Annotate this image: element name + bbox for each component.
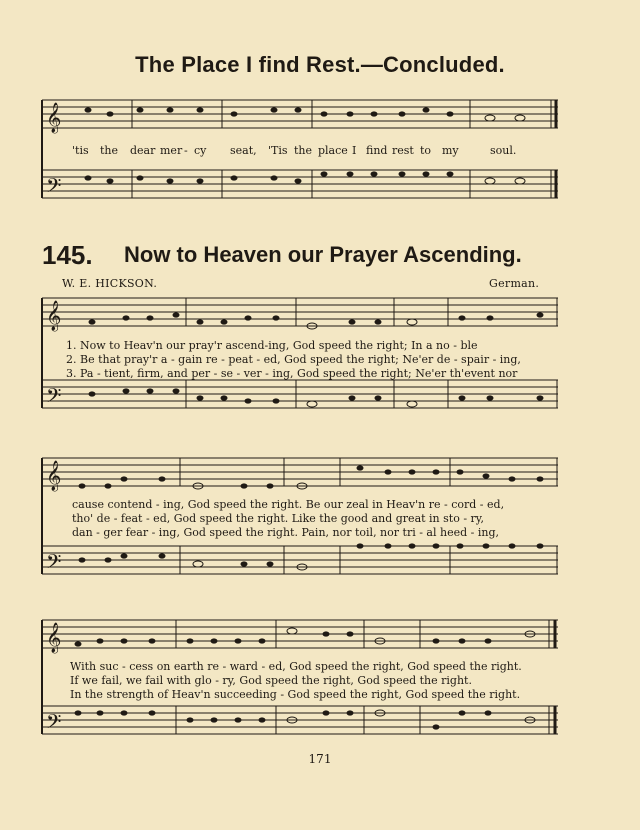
- verse-2-line: If we fail, we fail with glo - ry, God speed the right, God speed the right.: [70, 674, 472, 687]
- lyric-word: to: [420, 144, 432, 157]
- lyric-word: cy: [194, 144, 207, 157]
- treble-clef-icon: 𝄞: [46, 623, 62, 653]
- lyric-word: mer: [160, 144, 183, 157]
- hymn-title: Now to Heaven our Prayer Ascending.: [124, 242, 522, 267]
- verse-3-line: 3. Pa - tient, firm, and per - se - ver - ing, God speed the right; Ne'er th'event nor: [66, 367, 518, 380]
- lyric-word: I: [352, 144, 357, 157]
- tune-credit: German.: [489, 277, 540, 290]
- lyric-word: find: [366, 144, 388, 157]
- treble-clef-icon: 𝄞: [46, 461, 62, 491]
- bass-clef-icon: 𝄢: [46, 710, 62, 738]
- verse-3-line: dan - ger fear - ing, God speed the right. Pain, nor toil, nor tri - al heed - ing,: [72, 526, 499, 539]
- lyric-word: -: [184, 144, 188, 157]
- lyric-word: 'Tis: [268, 144, 288, 157]
- verse-1-line: With suc - cess on earth re - ward - ed, God speed the right, God speed the right.: [70, 660, 522, 673]
- verse-2-line: 2. Be that pray'r a - gain re - peat - ed, God speed the right; Ne'er de - spair - ing,: [66, 353, 521, 366]
- bass-clef-icon: 𝄢: [46, 550, 62, 578]
- lyric-word: my: [442, 144, 459, 157]
- page-number: 171: [308, 752, 332, 766]
- verse-2-line: tho' de - feat - ed, God speed the right. Like the good and great in sto - ry,: [72, 512, 485, 525]
- hymn-number: 145.: [42, 240, 93, 270]
- previous-hymn-title: The Place I find Rest.—Concluded.: [135, 52, 505, 77]
- lyric-word: the: [294, 144, 313, 157]
- treble-clef-icon: 𝄞: [46, 301, 62, 331]
- verse-1-line: 1. Now to Heav'n our pray'r ascend-ing, God speed the right; In a no - ble: [66, 339, 478, 352]
- author-credit: W. E. HICKSON.: [62, 277, 158, 290]
- lyric-word: place: [318, 144, 348, 157]
- lyric-word: seat,: [230, 144, 257, 157]
- bass-clef-icon: 𝄢: [46, 384, 62, 412]
- bass-staff: [42, 170, 558, 198]
- treble-clef-icon: 𝄞: [46, 103, 62, 133]
- hymn-header: [42, 240, 602, 272]
- lyric-word: rest: [392, 144, 414, 157]
- lyric-word: 'tis: [72, 144, 89, 157]
- lyric-word: the: [100, 144, 119, 157]
- verse-3-line: In the strength of Heav'n succeeding - God speed the right, God speed the right.: [70, 688, 521, 701]
- verse-1-line: cause contend - ing, God speed the right. Be our zeal in Heav'n re - cord - ed,: [72, 498, 505, 511]
- treble-staff: [42, 100, 558, 128]
- bass-clef-icon: 𝄢: [46, 174, 62, 202]
- lyric-word: soul.: [490, 144, 517, 157]
- lyric-word: dear: [130, 144, 156, 157]
